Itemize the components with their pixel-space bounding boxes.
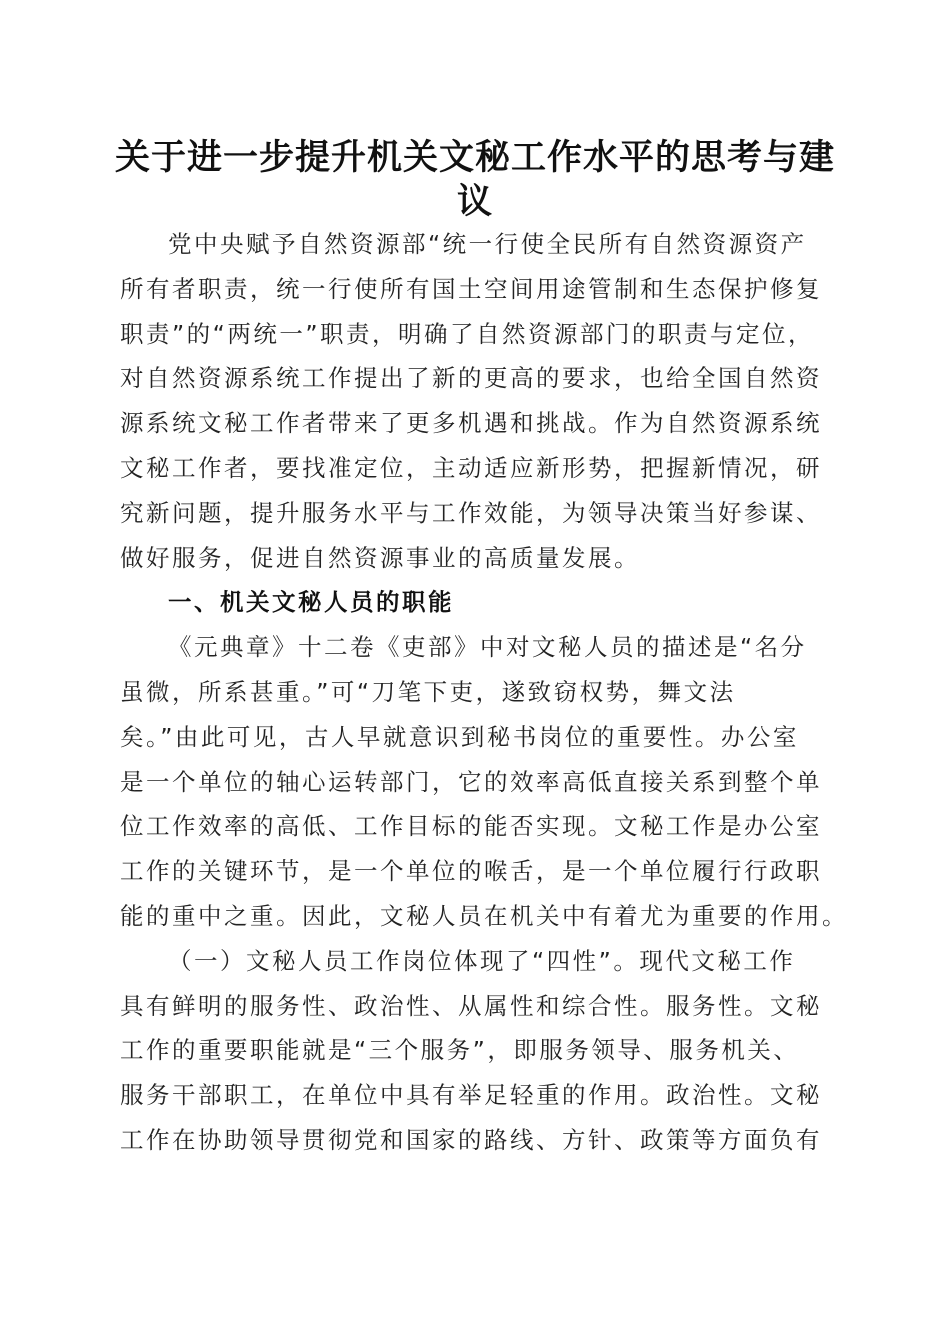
paragraph-3-line-3: 工作的重要职能就是“三个服务”，即服务领导、服务机关、 [120, 1036, 800, 1065]
paragraph-2-line-4: 是一个单位的轴心运转部门，它的效率高低直接关系到整个单 [120, 767, 822, 796]
title-line-2: 议 [456, 181, 493, 222]
paragraph-3-line-4: 服务干部职工，在单位中具有举足轻重的作用。政治性。文秘 [120, 1081, 822, 1110]
paragraph-1-line-8: 做好服务，促进自然资源事业的高质量发展。 [120, 543, 640, 572]
paragraph-1-line-4: 对自然资源系统工作提出了新的更高的要求，也给全国自然资 [120, 364, 822, 393]
title-line-1: 关于进一步提升机关文秘工作水平的思考与建 [114, 137, 835, 178]
paragraph-2-line-6: 工作的关键环节，是一个单位的喉舌，是一个单位履行行政职 [120, 857, 822, 886]
paragraph-2-line-3: 矣。”由此可见，古人早就意识到秘书岗位的重要性。办公室 [120, 722, 799, 751]
paragraph-3-line-1: （一）文秘人员工作岗位体现了“四性”。现代文秘工作 [168, 946, 796, 975]
paragraph-2-line-5: 位工作效率的高低、工作目标的能否实现。文秘工作是办公室 [120, 812, 822, 841]
paragraph-3-line-5: 工作在协助领导贯彻党和国家的路线、方针、政策等方面负有 [120, 1125, 822, 1154]
paragraph-1-line-3: 职责”的“两统一”职责，明确了自然资源部门的职责与定位， [120, 319, 815, 348]
paragraph-2-line-2: 虽微，所系甚重。”可“刀笔下吏，遂致窃权势，舞文法 [120, 677, 736, 706]
paragraph-1-line-6: 文秘工作者，要找准定位，主动适应新形势，把握新情况，研 [120, 453, 822, 482]
document-title [100, 136, 850, 224]
document-body [120, 222, 848, 1163]
section-heading-1: 一、机关文秘人员的职能 [168, 588, 454, 617]
paragraph-1-line-7: 究新问题，提升服务水平与工作效能，为领导决策当好参谋、 [120, 498, 822, 527]
paragraph-2-line-7: 能的重中之重。因此，文秘人员在机关中有着尤为重要的作用。 [120, 901, 848, 930]
paragraph-1-line-1: 党中央赋予自然资源部“统一行使全民所有自然资源资产 [168, 230, 807, 258]
paragraph-2-line-1: 《元典章》十二卷《吏部》中对文秘人员的描述是“名分 [168, 633, 807, 662]
paragraph-1-line-5: 源系统文秘工作者带来了更多机遇和挑战。作为自然资源系统 [120, 409, 822, 438]
paragraph-3-line-2: 具有鲜明的服务性、政治性、从属性和综合性。服务性。文秘 [120, 991, 822, 1020]
paragraph-1-line-2: 所有者职责，统一行使所有国土空间用途管制和生态保护修复 [120, 274, 822, 303]
